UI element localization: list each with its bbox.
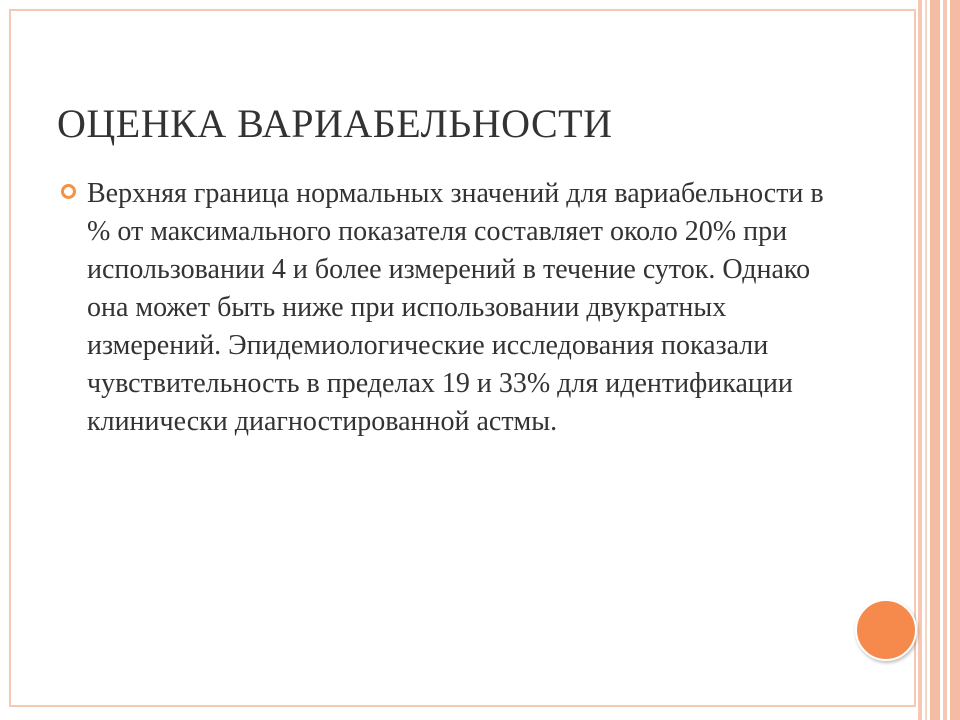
stripe [925,0,927,720]
slide-content [57,175,827,441]
stripe [930,0,940,720]
stripe [918,0,922,720]
ring-bullet-icon [61,184,76,199]
stripe [950,0,960,720]
bullet-item [57,175,827,441]
bullet-text: Верхняя граница нормальных значений для вариабельности в % от максимального показателя составляет около 20% при использовании 4 и более измерений в течение суток. Однако она может быть ниже при использовании двукратных измерений. Эпидемиологические исследования показали чувствительность в пределах 19 и 33% для идентификации клинически диагностированной астмы. [87,178,824,437]
decorative-circle-icon [855,599,917,661]
stripe [943,0,947,720]
decorative-stripes [918,0,960,720]
slide-title: ОЦЕНКА ВАРИАБЕЛЬНОСТИ [57,101,613,146]
